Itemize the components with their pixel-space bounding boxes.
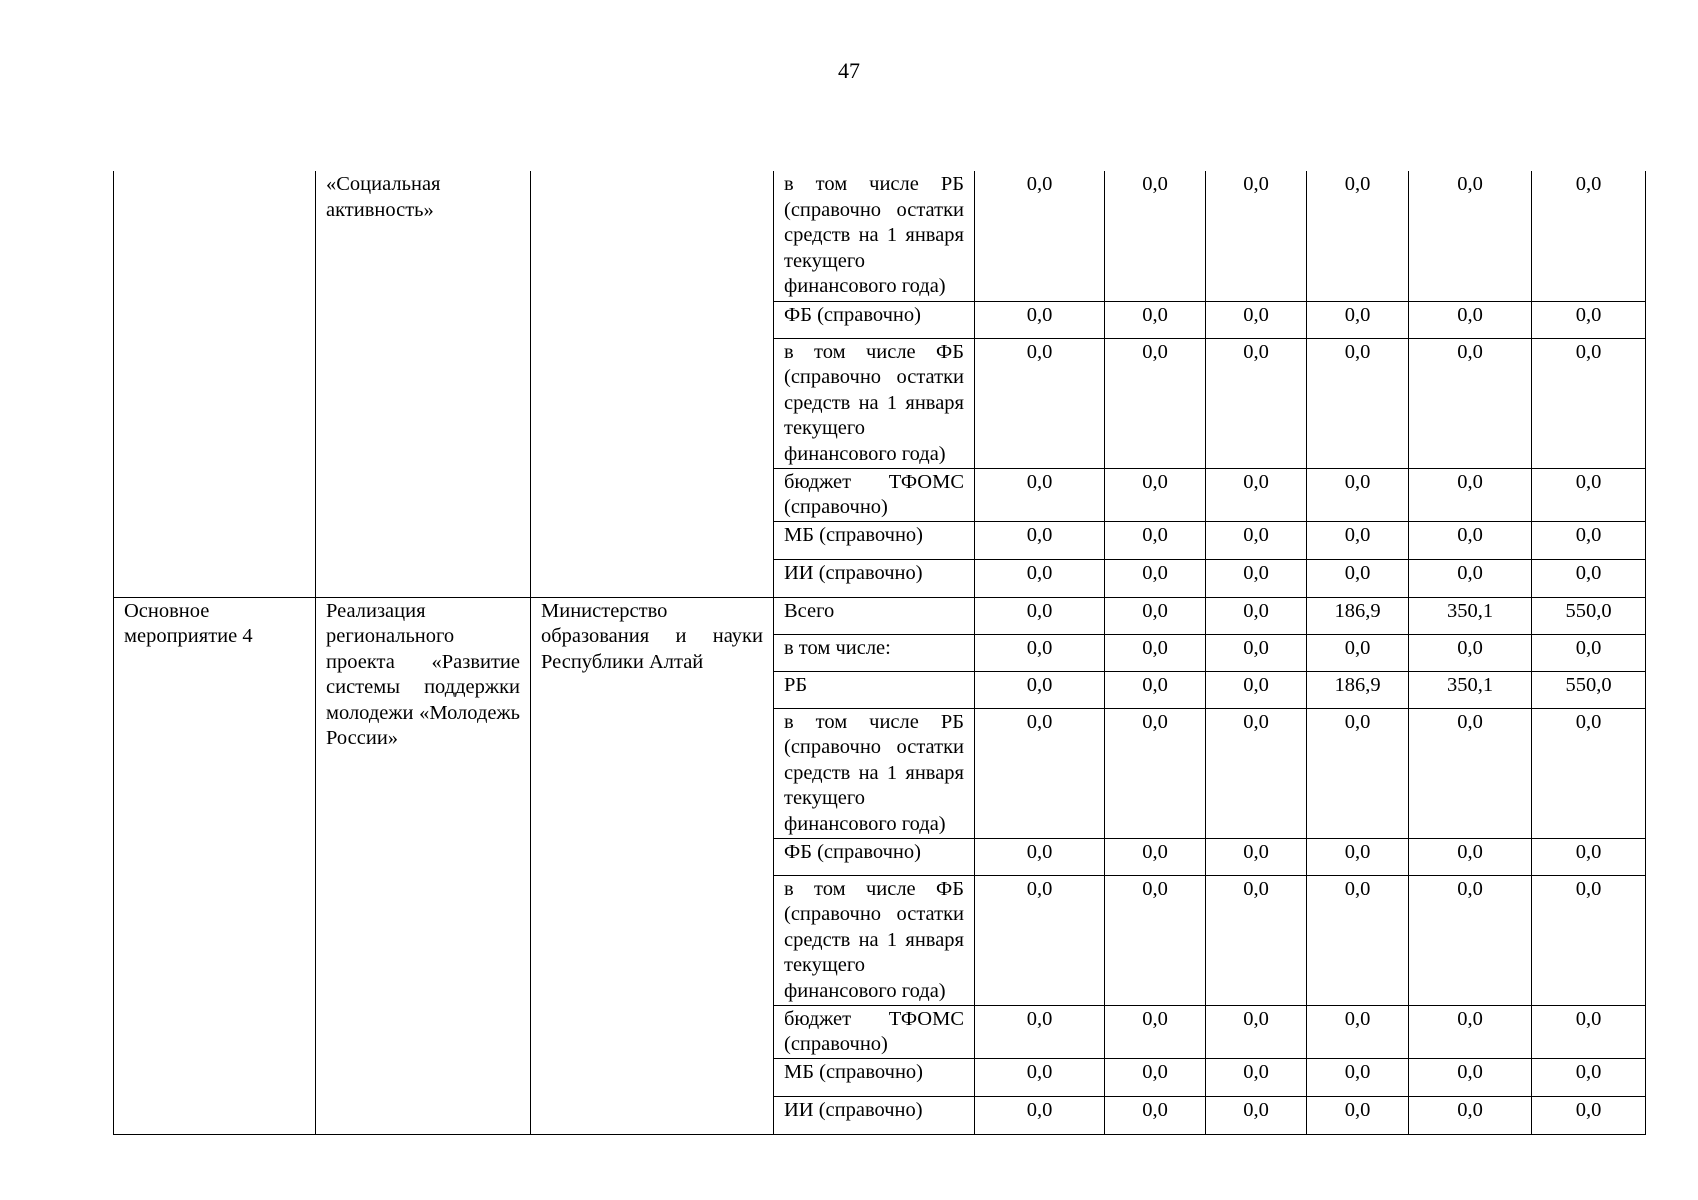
value-cell: 0,0 [1307,521,1409,559]
value-cell: 0,0 [1307,338,1409,468]
value-cell: 0,0 [1532,171,1646,301]
funding-source-label: РБ [774,671,975,708]
measure-name-cell: Реализация регионального проекта «Развитие системы поддержки молодежи «Молодежь России» [316,597,531,1134]
value-cell: 0,0 [1206,597,1307,634]
value-cell: 0,0 [1409,1058,1532,1096]
measure-code-cell [114,171,316,597]
value-cell: 0,0 [1409,468,1532,521]
funding-source-label: ФБ (справочно) [774,838,975,875]
value-cell: 0,0 [975,1096,1105,1134]
value-cell: 0,0 [1105,301,1206,338]
table-row [114,171,1646,301]
value-cell: 0,0 [1105,838,1206,875]
value-cell: 0,0 [1307,468,1409,521]
value-cell: 0,0 [975,1005,1105,1058]
value-cell: 0,0 [975,338,1105,468]
value-cell: 0,0 [1307,559,1409,597]
value-cell: 0,0 [975,597,1105,634]
value-cell: 0,0 [1532,1005,1646,1058]
value-cell: 0,0 [1409,171,1532,301]
value-cell: 0,0 [975,671,1105,708]
table-row [114,597,1646,634]
value-cell: 0,0 [1105,559,1206,597]
value-cell: 0,0 [1105,468,1206,521]
value-cell: 0,0 [1105,338,1206,468]
value-cell: 0,0 [1307,708,1409,838]
value-cell: 0,0 [1105,1096,1206,1134]
value-cell: 0,0 [1206,559,1307,597]
value-cell: 0,0 [1409,1005,1532,1058]
funding-source-label: ИИ (справочно) [774,1096,975,1134]
value-cell: 0,0 [1409,301,1532,338]
value-cell: 0,0 [1206,838,1307,875]
value-cell: 0,0 [1409,634,1532,671]
value-cell: 0,0 [1409,708,1532,838]
budget-table [113,171,1646,1135]
value-cell: 0,0 [975,838,1105,875]
value-cell: 0,0 [1307,1096,1409,1134]
value-cell: 0,0 [1206,171,1307,301]
value-cell: 0,0 [1105,875,1206,1005]
value-cell: 0,0 [1532,838,1646,875]
value-cell: 0,0 [1409,521,1532,559]
value-cell: 550,0 [1532,671,1646,708]
value-cell: 350,1 [1409,671,1532,708]
value-cell: 0,0 [1105,171,1206,301]
value-cell: 0,0 [1206,875,1307,1005]
value-cell: 0,0 [975,171,1105,301]
value-cell: 0,0 [1532,634,1646,671]
value-cell: 0,0 [1409,338,1532,468]
value-cell: 0,0 [1307,875,1409,1005]
value-cell: 0,0 [975,634,1105,671]
value-cell: 0,0 [975,301,1105,338]
funding-source-label: МБ (справочно) [774,1058,975,1096]
value-cell: 0,0 [1307,171,1409,301]
measure-code-cell: Основное мероприятие 4 [114,597,316,1134]
executor-cell [531,171,774,597]
value-cell: 0,0 [1206,634,1307,671]
executor-cell: Министерство образования и науки Республики Алтай [531,597,774,1134]
funding-source-label: ФБ (справочно) [774,301,975,338]
value-cell: 0,0 [1206,521,1307,559]
funding-source-label: Всего [774,597,975,634]
value-cell: 0,0 [975,521,1105,559]
value-cell: 0,0 [1532,468,1646,521]
value-cell: 0,0 [975,468,1105,521]
funding-source-label: ИИ (справочно) [774,559,975,597]
value-cell: 0,0 [1307,838,1409,875]
funding-source-label: в том числе ФБ (справочно остатки средств на 1 января текущего финансового года) [774,875,975,1005]
value-cell: 0,0 [1206,1005,1307,1058]
funding-source-label: в том числе РБ (справочно остатки средств на 1 января текущего финансового года) [774,171,975,301]
value-cell: 0,0 [1409,875,1532,1005]
value-cell: 0,0 [1206,338,1307,468]
value-cell: 0,0 [1105,671,1206,708]
value-cell: 0,0 [1409,1096,1532,1134]
funding-source-label: бюджет ТФОМС (справочно) [774,1005,975,1058]
value-cell: 186,9 [1307,671,1409,708]
value-cell: 0,0 [1532,1058,1646,1096]
value-cell: 0,0 [1532,301,1646,338]
value-cell: 0,0 [1307,1005,1409,1058]
page-number: 47 [838,58,860,83]
value-cell: 0,0 [1206,708,1307,838]
value-cell: 0,0 [1409,838,1532,875]
value-cell: 0,0 [1206,468,1307,521]
funding-source-label: в том числе ФБ (справочно остатки средств на 1 января текущего финансового года) [774,338,975,468]
value-cell: 0,0 [1532,338,1646,468]
value-cell: 0,0 [1532,559,1646,597]
value-cell: 0,0 [1206,1096,1307,1134]
value-cell: 0,0 [1409,559,1532,597]
value-cell: 0,0 [1307,1058,1409,1096]
funding-source-label: бюджет ТФОМС (справочно) [774,468,975,521]
value-cell: 0,0 [975,708,1105,838]
value-cell: 0,0 [1206,301,1307,338]
value-cell: 0,0 [1532,521,1646,559]
value-cell: 0,0 [1105,634,1206,671]
value-cell: 0,0 [975,875,1105,1005]
value-cell: 0,0 [1105,1005,1206,1058]
funding-source-label: в том числе РБ (справочно остатки средств на 1 января текущего финансового года) [774,708,975,838]
value-cell: 0,0 [1206,671,1307,708]
value-cell: 0,0 [1532,708,1646,838]
value-cell: 0,0 [1105,597,1206,634]
measure-name-cell: «Социальная активность» [316,171,531,597]
value-cell: 0,0 [975,559,1105,597]
value-cell: 0,0 [1105,521,1206,559]
value-cell: 350,1 [1409,597,1532,634]
value-cell: 0,0 [1105,708,1206,838]
value-cell: 0,0 [1105,1058,1206,1096]
value-cell: 550,0 [1532,597,1646,634]
funding-source-label: в том числе: [774,634,975,671]
value-cell: 0,0 [1307,301,1409,338]
value-cell: 0,0 [1206,1058,1307,1096]
funding-source-label: МБ (справочно) [774,521,975,559]
value-cell: 0,0 [1307,634,1409,671]
value-cell: 186,9 [1307,597,1409,634]
value-cell: 0,0 [1532,875,1646,1005]
value-cell: 0,0 [975,1058,1105,1096]
value-cell: 0,0 [1532,1096,1646,1134]
